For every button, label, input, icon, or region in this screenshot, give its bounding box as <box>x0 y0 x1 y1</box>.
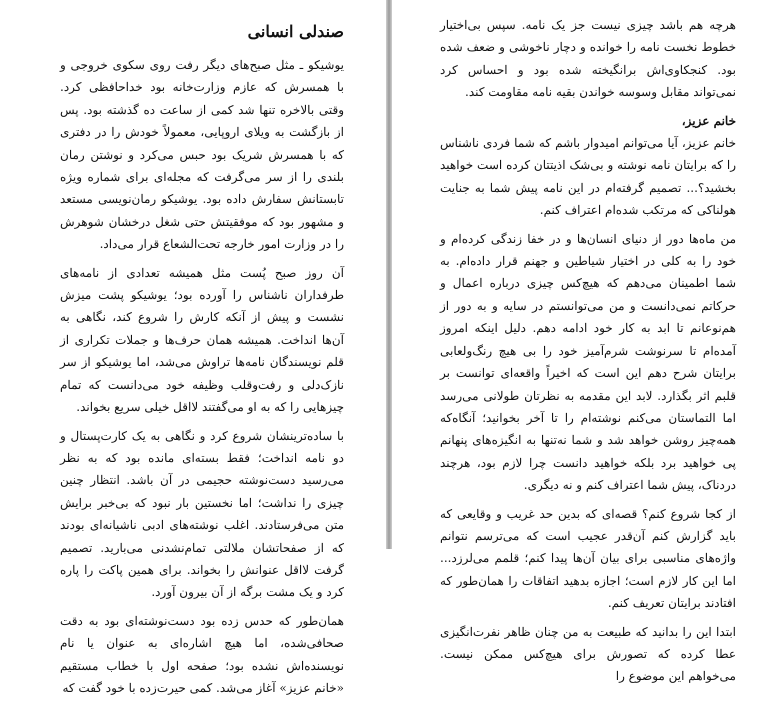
right-page-content <box>440 14 736 694</box>
chapter-title: صندلی انسانی <box>247 22 344 41</box>
paragraph: از کجا شروع کنم؟ قصه‌ای که بدین حد غریب و وقایعی که باید گزارش کنم آن‌قدر عجیب است که می‌ترسم نتوانم واژه‌های مناسبی برای بیان آن‌ها پیدا کنم؛ قلمم می‌لرزد... اما این کار لازم است؛ اجازه بدهید اتفاقات را همان‌طور که افتادند برایتان تعریف کنم. <box>440 506 736 611</box>
paragraph: خانم عزیز، آیا می‌توانم امیدوار باشم که شما فردی ناشناس را که برایتان نامه نوشته و بی‌شک اذیتتان کرده است خواهید بخشید؟... تصمیم گرفته‌ام در این نامه پیش شما به جنایت هولناکی که مرتکب شده‌ام اعتراف کنم. <box>440 136 736 218</box>
paragraph: یوشیکو ـ مثل صبح‌های دیگر رفت روی سکوی خروجی و با همسرش که عازم وزارت‌خانه بود خداحافظی کرد. وقتی بالاخره تنها شد کمی از ساعت ده گذشته بود. پس از بازگشت به ویلای اروپایی، معمولاً خودش را در دفتری که با همسرش شریک بود حبس می‌کرد و نوشتن رمان بلندی را از سر می‌گرفت که مجله‌ای برای شماره ویژه تابستانش سفارش داده بود. یوشیکو رمان‌نویسی مستعد و مشهور بود که موفقیتش حتی شغل درخشان شوهرش را در وزارت امور خارجه تحت‌الشعاع قرار می‌داد. <box>60 58 344 252</box>
paragraph: آن روز صبح پُست مثل همیشه تعدادی از نامه‌های طرفداران ناشناس را آورده بود؛ یوشیکو پشت میزش نشست و پیش از آنکه کارش را شروع کند، نگاهی به آن‌ها انداخت. همیشه همان حرف‌ها و جملات تکراری از قلم نویسندگان نامه‌ها تراوش می‌شد، اما یوشیکو از سر نازک‌دلی و رفت‌وقلب وظیفه خود می‌دانست که تمام چیزهایی را که به او می‌گفتند لااقل خیلی سریع بخواند. <box>60 265 344 415</box>
left-page <box>0 0 386 695</box>
paragraph: همان‌طور که حدس زده بود دست‌نوشته‌ای بود به دقت صحافی‌شده، اما هیچ اشاره‌ای به عنوان یا نام نویسنده‌اش نشده بود؛ صفحه اول با خطاب مستقیم «خانم عزیز» آغاز می‌شد. کمی حیرت‌زده با خود گفت که <box>60 613 344 695</box>
paragraph: ابتدا این را بدانید که طبیعت به من چنان ظاهر نفرت‌انگیزی عطا کرده که تصورش برای هیچ‌کس ممکن نیست. می‌خواهم این موضوع را <box>440 624 736 684</box>
paragraph: هرچه هم باشد چیزی نیست جز یک نامه. سپس بی‌اختیار خطوط نخست نامه را خوانده و دچار ناخوشی و ضعف شده بود. کنجکاوی‌اش برانگیخته شده بود و احساس کرد نمی‌تواند مقابل وسوسه خواندن بقیه نامه مقاومت کند. <box>440 18 736 100</box>
paragraph: با ساده‌ترینشان شروع کرد و نگاهی به یک کارت‌پستال و دو نامه انداخت؛ فقط بسته‌ای مانده بود که به نظر می‌رسید دست‌نوشته حجیمی در آن باشد. انتظار چنین چیزی را نداشت؛ اما نخستین بار نبود که بی‌خبر برایش متن می‌فرستادند. اغلب نوشته‌های ادبی ناشیانه‌ای بودند که از صفحاتشان ملالتی تمام‌نشدنی می‌بارید. تصمیم گرفت لااقل عنوانش را بخواند. برای همین پاکت را پاره کرد و یک مشت برگه از آن بیرون آورد. <box>60 428 344 600</box>
paragraph: من ماه‌ها دور از دنیای انسان‌ها و در خفا زندگی کرده‌ام و خود را به کلی در اختیار شیاطین و جهنم قرار داده‌ام. به شما اطمینان می‌دهم که هیچ‌کس چیزی درباره اعمال و حرکاتم نمی‌دانست و من می‌توانستم در سایه و به دور از هم‌نوعانم تا ابد به کار خود ادامه دهم. دلیل اینکه امروز آمده‌ام تا سرنوشت شرم‌آمیز خود را بی هیچ رنگ‌ولعابی برایتان شرح دهم این است که اخیراً واقعه‌ای توانست بر قلبم اثر بگذارد. لابد این مقدمه به نظرتان طولانی می‌رسد اما التماستان می‌کنم نوشته‌ام را تا آخر بخوانید؛ آنگاه‌که همه‌چیز روشن خواهد شد و شما نه‌تنها به انگیزه‌های پنهانم پی خواهید برد بلکه خواهید دانست چرا لازم بود، هرچند دردناک، پیش شما اعتراف کنم و نه دیگری. <box>440 231 736 493</box>
letter-salutation: خانم عزیز، <box>681 113 736 128</box>
left-page-content <box>60 20 344 705</box>
right-page <box>392 0 780 684</box>
